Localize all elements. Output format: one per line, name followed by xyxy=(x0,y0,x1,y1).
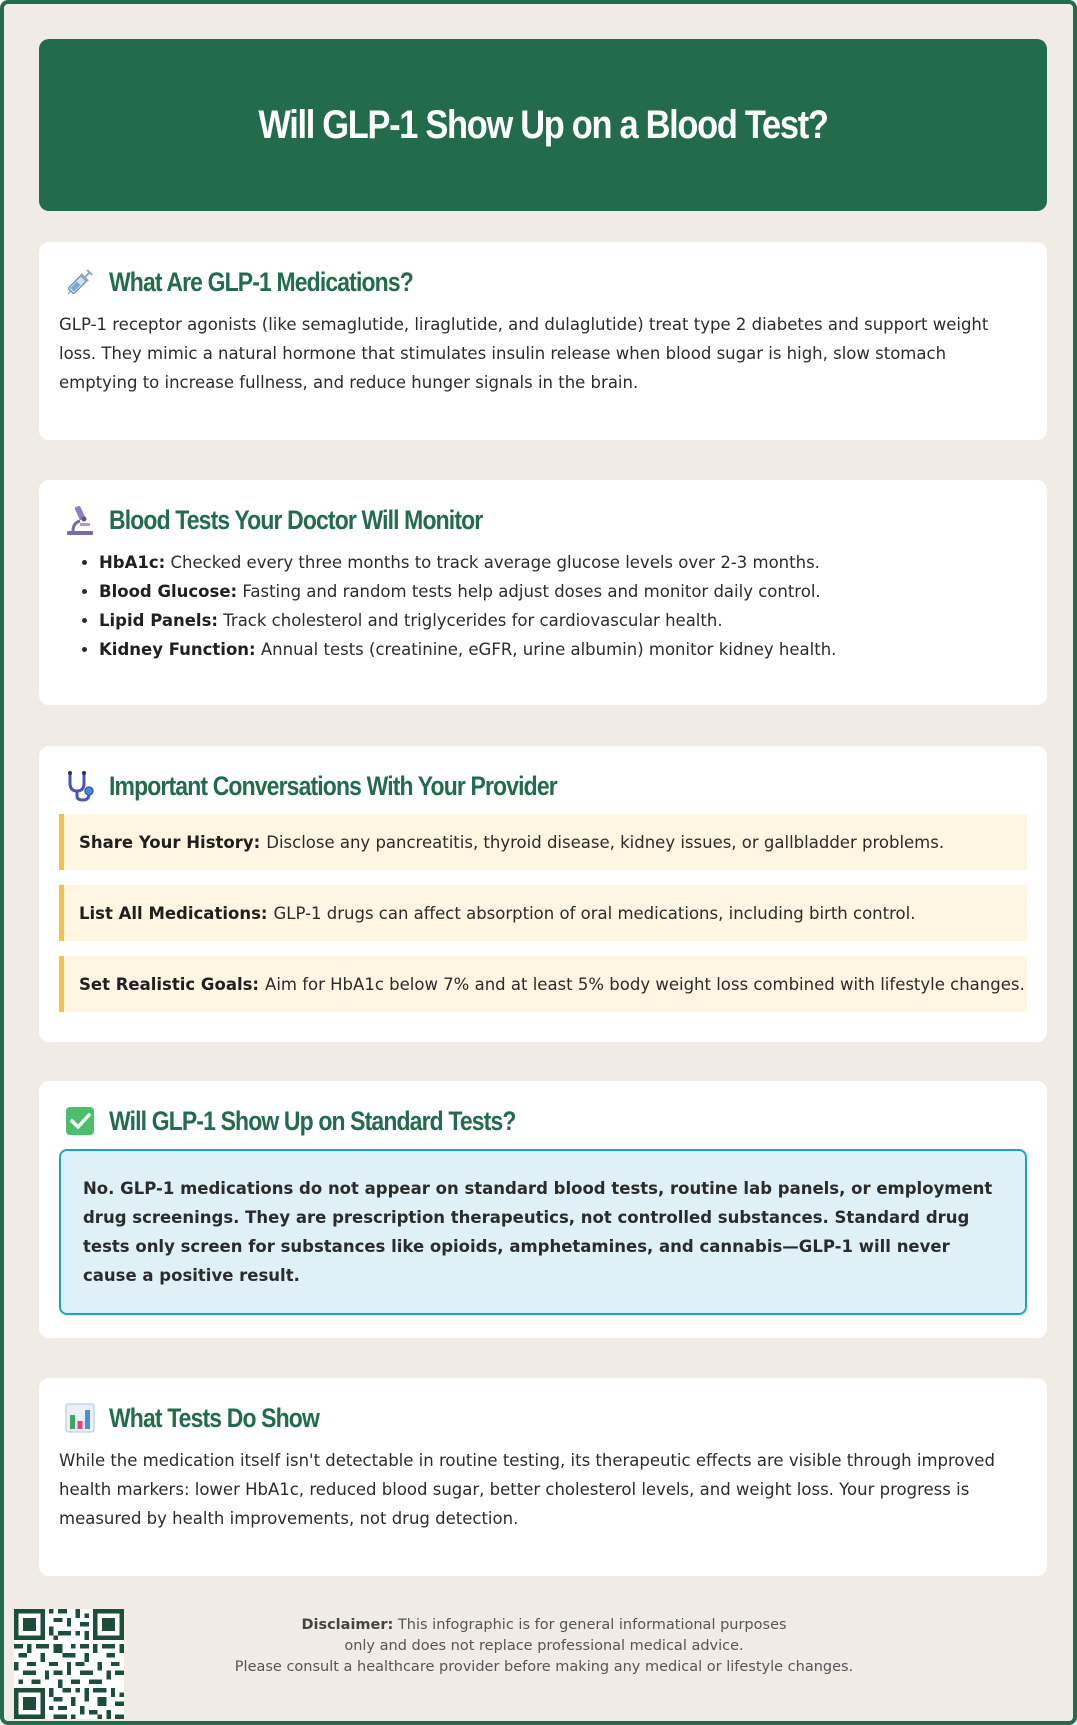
disclaimer-label: Disclaimer: xyxy=(301,1617,394,1633)
section-title: What Tests Do Show xyxy=(109,1402,319,1433)
callout-history: Share Your History: Disclose any pancreatitis, thyroid disease, kidney issues, or gallbladder problems. xyxy=(59,814,1027,870)
section-body: While the medication itself isn't detectable in routine testing, its therapeutic effects are visible through improved health markers: lower HbA1c, reduced blood sugar, better cholesterol levels, and weight loss. Your progress is measured by health improvements, not drug detection. xyxy=(59,1451,995,1528)
disclaimer: Disclaimer: This infographic is for general informational purposes only and does not replace professional medical advice. Please consult a healthcare provider before making any medical or lifestyle changes. xyxy=(234,1617,854,1675)
page-header xyxy=(39,39,1047,211)
section-title: Will GLP-1 Show Up on Standard Tests? xyxy=(109,1105,516,1136)
card-standard-tests xyxy=(39,1081,1047,1338)
stethoscope-icon xyxy=(63,769,97,803)
callout-medications: List All Medications: GLP-1 drugs can affect absorption of oral medications, including birth control. xyxy=(59,885,1027,941)
card-what-tests-show xyxy=(39,1378,1047,1576)
microscope-icon xyxy=(63,503,97,537)
section-body: GLP-1 receptor agonists (like semaglutide, liraglutide, and dulaglutide) treat type 2 diabetes and support weight loss. They mimic a natural hormone that stimulates insulin release when blood sugar is high, slow stomach emptying to increase fullness, and reduce hunger signals in the brain. xyxy=(59,315,989,392)
card-blood-tests xyxy=(39,480,1047,705)
card-glp1-medications xyxy=(39,242,1047,440)
list-item: • Kidney Function: Annual tests (creatinine, eGFR, urine albumin) monitor kidney health. xyxy=(99,635,1027,664)
section-title: What Are GLP-1 Medications? xyxy=(109,266,413,297)
list-item: • Lipid Panels: Track cholesterol and triglycerides for cardiovascular health. xyxy=(99,606,1027,635)
answer-box: No. GLP-1 medications do not appear on standard blood tests, routine lab panels, or employment drug screenings. They are prescription therapeutics, not controlled substances. Standard drug tests only screen for substances like opioids, amphetamines, and cannabis—GLP-1 will never cause a positive result. xyxy=(59,1149,1027,1315)
bar-chart-icon xyxy=(63,1401,97,1435)
tests-list xyxy=(59,548,1027,664)
section-title: Important Conversations With Your Provider xyxy=(109,770,557,801)
callout-goals: Set Realistic Goals: Aim for HbA1c below 7% and at least 5% body weight loss combined with lifestyle changes. xyxy=(59,956,1027,1012)
list-item: • HbA1c: Checked every three months to track average glucose levels over 2-3 months. xyxy=(99,548,1027,577)
check-mark-icon xyxy=(63,1104,97,1138)
page-title: Will GLP-1 Show Up on a Blood Test? xyxy=(258,102,828,147)
card-conversations xyxy=(39,746,1047,1042)
section-title: Blood Tests Your Doctor Will Monitor xyxy=(109,504,483,535)
list-item: • Blood Glucose: Fasting and random tests help adjust doses and monitor daily control. xyxy=(99,577,1027,606)
qr-code xyxy=(14,1609,124,1719)
syringe-icon xyxy=(63,265,97,299)
